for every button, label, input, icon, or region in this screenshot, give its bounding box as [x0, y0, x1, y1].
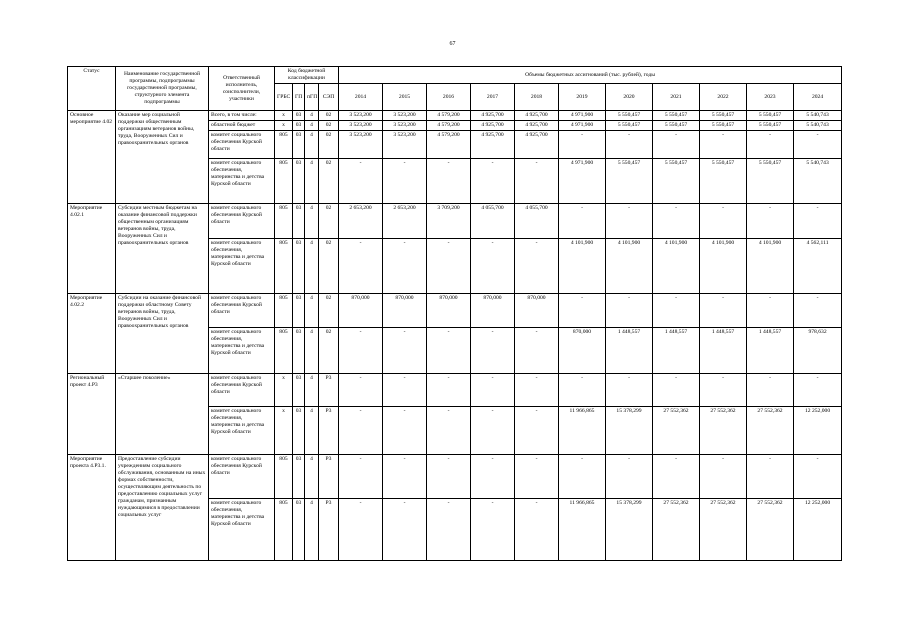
value-cell: 3 523,200 — [339, 121, 383, 131]
value-cell: 5 540,743 — [794, 121, 842, 131]
value-cell: - — [700, 204, 747, 239]
responsible-cell: комитет социального обеспечения, материнства и детства Курской области — [209, 328, 275, 374]
status-cell: Мероприятие 4.02.1 — [68, 204, 116, 294]
code-cell: 805 — [275, 159, 293, 204]
code-cell: 4 — [305, 374, 319, 407]
header-year: 2015 — [383, 84, 427, 111]
value-cell: 4 101,900 — [559, 239, 606, 294]
value-cell: - — [339, 374, 383, 407]
value-cell: - — [339, 239, 383, 294]
status-cell: Региональный проект 4.Р3 — [68, 374, 116, 455]
code-cell: 03 — [293, 374, 305, 407]
code-cell: 03 — [293, 131, 305, 159]
code-cell: 03 — [293, 111, 305, 121]
value-cell: - — [339, 328, 383, 374]
value-cell: 3 523,200 — [339, 111, 383, 121]
value-cell: - — [559, 294, 606, 328]
name-cell: «Старшее поколение» — [116, 374, 209, 455]
value-cell: 27 552,362 — [700, 499, 747, 561]
value-cell: 4 971,900 — [559, 121, 606, 131]
value-cell: - — [700, 455, 747, 499]
page-number: 67 — [449, 41, 456, 47]
code-cell: 4 — [305, 131, 319, 159]
value-cell: 978,632 — [794, 328, 842, 374]
responsible-cell: комитет социального обеспечения Курской области — [209, 374, 275, 407]
header-year: 2020 — [606, 84, 653, 111]
value-cell: 5 550,457 — [606, 159, 653, 204]
value-cell: 4 101,900 — [606, 239, 653, 294]
value-cell: 870,000 — [559, 328, 606, 374]
value-cell: - — [559, 131, 606, 159]
value-cell: - — [383, 239, 427, 294]
code-cell: 805 — [275, 204, 293, 239]
value-cell: 27 552,362 — [747, 499, 794, 561]
code-cell: 4 — [305, 455, 319, 499]
name-cell: Субсидии местным бюджетам на оказание финансовой поддержки общественным организациям ветеранов войны, труда, Вооруженных Сил и правоохранительных органов — [116, 204, 209, 294]
value-cell: - — [515, 499, 559, 561]
value-cell: - — [471, 374, 515, 407]
value-cell: - — [606, 455, 653, 499]
value-cell: 11 966,865 — [559, 407, 606, 455]
code-cell: 03 — [293, 407, 305, 455]
value-cell: 1 448,557 — [606, 328, 653, 374]
value-cell: - — [794, 455, 842, 499]
header-year: 2022 — [700, 84, 747, 111]
code-cell: 03 — [293, 499, 305, 561]
budget-table — [67, 66, 842, 561]
code-cell: Р3 — [319, 499, 339, 561]
name-cell: Субсидии на оказание финансовой поддержки областному Совету ветеранов войны, труда, Вооруженных Сил и правоохранительных органов — [116, 294, 209, 374]
header-code: пГП — [305, 84, 319, 111]
code-cell: Р3 — [319, 455, 339, 499]
code-cell: х — [275, 374, 293, 407]
code-cell: х — [275, 111, 293, 121]
value-cell: - — [606, 294, 653, 328]
header-status: Статус — [68, 67, 116, 111]
responsible-cell: комитет социального обеспечения, материнства и детства Курской области — [209, 159, 275, 204]
value-cell: - — [427, 328, 471, 374]
value-cell: 4 101,900 — [747, 239, 794, 294]
value-cell: 3 709,200 — [427, 204, 471, 239]
value-cell: 4 562,111 — [794, 239, 842, 294]
value-cell: - — [794, 374, 842, 407]
value-cell: 4 925,700 — [471, 111, 515, 121]
value-cell: 12 252,000 — [794, 499, 842, 561]
value-cell: 870,000 — [383, 294, 427, 328]
value-cell: - — [747, 294, 794, 328]
header-responsible: Ответственный исполнитель, соисполнители, участники — [209, 67, 275, 111]
value-cell: 4 055,700 — [515, 204, 559, 239]
header-classification: Код бюджетной классификации — [275, 67, 339, 84]
value-cell: 4 101,900 — [653, 239, 700, 294]
value-cell: 5 540,743 — [794, 159, 842, 204]
value-cell: - — [339, 499, 383, 561]
code-cell: Р3 — [319, 407, 339, 455]
name-cell: Предоставление субсидии учреждениям социального обслуживания, основанным на иных формах собственности, осуществляющим деятельность по предоставлению социальных услуг гражданам, признанным нуждающимися в предоставлении социальных услуг — [116, 455, 209, 561]
value-cell: - — [383, 328, 427, 374]
code-cell: 02 — [319, 328, 339, 374]
code-cell: 4 — [305, 239, 319, 294]
value-cell: - — [794, 294, 842, 328]
value-cell: - — [653, 131, 700, 159]
value-cell: - — [653, 455, 700, 499]
status-cell: Мероприятие 4.02.2 — [68, 294, 116, 374]
value-cell: - — [427, 159, 471, 204]
header-code: СЭП — [319, 84, 339, 111]
code-cell: 03 — [293, 204, 305, 239]
value-cell: 870,000 — [515, 294, 559, 328]
code-cell: х — [275, 407, 293, 455]
value-cell: - — [339, 407, 383, 455]
code-cell: 4 — [305, 294, 319, 328]
value-cell: - — [606, 374, 653, 407]
value-cell: - — [653, 294, 700, 328]
value-cell: - — [606, 131, 653, 159]
value-cell: - — [383, 159, 427, 204]
value-cell: - — [653, 204, 700, 239]
value-cell: 4 579,200 — [427, 111, 471, 121]
table-row — [68, 455, 842, 499]
code-cell: 03 — [293, 159, 305, 204]
value-cell: 5 550,457 — [653, 159, 700, 204]
header-year: 2023 — [747, 84, 794, 111]
header-name: Наименование государственной программы, подпрограммы государственной программы, структурного элемента подпрограммы — [116, 67, 209, 111]
value-cell: 5 550,457 — [653, 111, 700, 121]
value-cell: 5 550,457 — [700, 111, 747, 121]
value-cell: 4 579,200 — [427, 121, 471, 131]
code-cell: 805 — [275, 294, 293, 328]
value-cell: 4 925,700 — [515, 121, 559, 131]
code-cell: 4 — [305, 407, 319, 455]
value-cell: 12 252,000 — [794, 407, 842, 455]
code-cell: 02 — [319, 131, 339, 159]
code-cell: 03 — [293, 328, 305, 374]
value-cell: - — [471, 159, 515, 204]
value-cell: 5 550,457 — [700, 159, 747, 204]
code-cell: 4 — [305, 204, 319, 239]
value-cell: 5 550,457 — [747, 159, 794, 204]
name-cell: Оказание мер социальной поддержки общественным организациям ветеранов войны, труда, Вооруженных Сил и правоохранительных органов — [116, 111, 209, 204]
code-cell: 03 — [293, 294, 305, 328]
table-body — [68, 111, 842, 561]
value-cell: 2 653,200 — [339, 204, 383, 239]
value-cell: - — [747, 131, 794, 159]
value-cell: 1 448,557 — [700, 328, 747, 374]
value-cell: 870,000 — [339, 294, 383, 328]
header-volumes: Объемы бюджетных ассигнований (тыс. рублей), годы — [339, 67, 842, 84]
header-year: 2019 — [559, 84, 606, 111]
value-cell: 2 653,200 — [383, 204, 427, 239]
value-cell: - — [515, 455, 559, 499]
table-row — [68, 111, 842, 121]
value-cell: - — [471, 239, 515, 294]
code-cell: 4 — [305, 111, 319, 121]
code-cell: 805 — [275, 328, 293, 374]
value-cell: 1 448,557 — [653, 328, 700, 374]
value-cell: - — [515, 374, 559, 407]
header-code: ГП — [293, 84, 305, 111]
value-cell: 3 523,200 — [383, 131, 427, 159]
value-cell: 4 925,700 — [515, 131, 559, 159]
responsible-cell: комитет социального обеспечения, материнства и детства Курской области — [209, 407, 275, 455]
header-code: ГРБС — [275, 84, 293, 111]
responsible-cell: областной бюджет — [209, 121, 275, 131]
value-cell: - — [383, 455, 427, 499]
value-cell: 4 055,700 — [471, 204, 515, 239]
header-year: 2024 — [794, 84, 842, 111]
value-cell: - — [700, 294, 747, 328]
table-row — [68, 204, 842, 239]
value-cell: 5 550,457 — [653, 121, 700, 131]
responsible-cell: Всего, в том числе: — [209, 111, 275, 121]
responsible-cell: комитет социального обеспечения Курской области — [209, 204, 275, 239]
value-cell: - — [427, 239, 471, 294]
value-cell: 5 550,457 — [606, 121, 653, 131]
status-cell: Основное мероприятие 4.02 — [68, 111, 116, 204]
value-cell: - — [427, 499, 471, 561]
value-cell: 1 448,557 — [747, 328, 794, 374]
value-cell: - — [383, 499, 427, 561]
code-cell: 03 — [293, 239, 305, 294]
value-cell: 5 540,743 — [794, 111, 842, 121]
value-cell: - — [747, 374, 794, 407]
code-cell: 02 — [319, 294, 339, 328]
table-row — [68, 294, 842, 328]
value-cell: - — [383, 407, 427, 455]
value-cell: - — [339, 455, 383, 499]
value-cell: - — [471, 328, 515, 374]
value-cell: - — [747, 204, 794, 239]
code-cell: 805 — [275, 131, 293, 159]
value-cell: 870,000 — [471, 294, 515, 328]
value-cell: - — [383, 374, 427, 407]
value-cell: 5 550,457 — [606, 111, 653, 121]
value-cell: 4 579,200 — [427, 131, 471, 159]
value-cell: 4 971,900 — [559, 159, 606, 204]
code-cell: 805 — [275, 239, 293, 294]
value-cell: - — [559, 374, 606, 407]
value-cell: 11 966,865 — [559, 499, 606, 561]
code-cell: 4 — [305, 121, 319, 131]
code-cell: 03 — [293, 121, 305, 131]
value-cell: - — [794, 131, 842, 159]
table-row — [68, 374, 842, 407]
code-cell: х — [275, 121, 293, 131]
value-cell: - — [515, 239, 559, 294]
value-cell: - — [559, 204, 606, 239]
responsible-cell: комитет социального обеспечения, материнства и детства Курской области — [209, 239, 275, 294]
value-cell: 15 378,299 — [606, 499, 653, 561]
responsible-cell: комитет социального обеспечения Курской области — [209, 455, 275, 499]
code-cell: 805 — [275, 455, 293, 499]
code-cell: 4 — [305, 328, 319, 374]
value-cell: 4 925,700 — [515, 111, 559, 121]
value-cell: - — [559, 455, 606, 499]
value-cell: - — [427, 455, 471, 499]
code-cell: 02 — [319, 111, 339, 121]
value-cell: 5 550,457 — [747, 111, 794, 121]
responsible-cell: комитет социального обеспечения Курской области — [209, 294, 275, 328]
value-cell: - — [747, 455, 794, 499]
responsible-cell: комитет социального обеспечения, материнства и детства Курской области — [209, 499, 275, 561]
code-cell: 4 — [305, 499, 319, 561]
value-cell: 27 552,362 — [653, 499, 700, 561]
value-cell: - — [427, 374, 471, 407]
value-cell: 3 523,200 — [339, 131, 383, 159]
value-cell: 27 552,362 — [747, 407, 794, 455]
code-cell: 02 — [319, 239, 339, 294]
header-year: 2018 — [515, 84, 559, 111]
value-cell: - — [471, 499, 515, 561]
code-cell: 4 — [305, 159, 319, 204]
value-cell: - — [515, 328, 559, 374]
value-cell: 4 925,700 — [471, 131, 515, 159]
value-cell: - — [606, 204, 653, 239]
header-year: 2016 — [427, 84, 471, 111]
value-cell: 15 378,299 — [606, 407, 653, 455]
responsible-cell: комитет социального обеспечения Курской области — [209, 131, 275, 159]
header-year: 2014 — [339, 84, 383, 111]
header-year: 2021 — [653, 84, 700, 111]
code-cell: 02 — [319, 204, 339, 239]
value-cell: - — [471, 455, 515, 499]
value-cell: 5 550,457 — [747, 121, 794, 131]
value-cell: - — [700, 131, 747, 159]
value-cell: 27 552,362 — [653, 407, 700, 455]
value-cell: 3 523,200 — [383, 111, 427, 121]
value-cell: 27 552,362 — [700, 407, 747, 455]
value-cell: - — [700, 374, 747, 407]
code-cell: 02 — [319, 159, 339, 204]
header-year: 2017 — [471, 84, 515, 111]
value-cell: - — [471, 407, 515, 455]
table-header — [68, 67, 842, 111]
value-cell: 5 550,457 — [700, 121, 747, 131]
value-cell: - — [339, 159, 383, 204]
value-cell: 4 925,700 — [471, 121, 515, 131]
value-cell: - — [794, 204, 842, 239]
value-cell: 4 971,900 — [559, 111, 606, 121]
value-cell: 4 101,900 — [700, 239, 747, 294]
value-cell: - — [427, 407, 471, 455]
code-cell: 03 — [293, 455, 305, 499]
value-cell: - — [515, 159, 559, 204]
code-cell: 02 — [319, 121, 339, 131]
value-cell: 870,000 — [427, 294, 471, 328]
status-cell: Мероприятие проекта 4.Р3.1. — [68, 455, 116, 561]
code-cell: 805 — [275, 499, 293, 561]
value-cell: - — [653, 374, 700, 407]
code-cell: Р3 — [319, 374, 339, 407]
value-cell: 3 523,200 — [383, 121, 427, 131]
value-cell: - — [515, 407, 559, 455]
